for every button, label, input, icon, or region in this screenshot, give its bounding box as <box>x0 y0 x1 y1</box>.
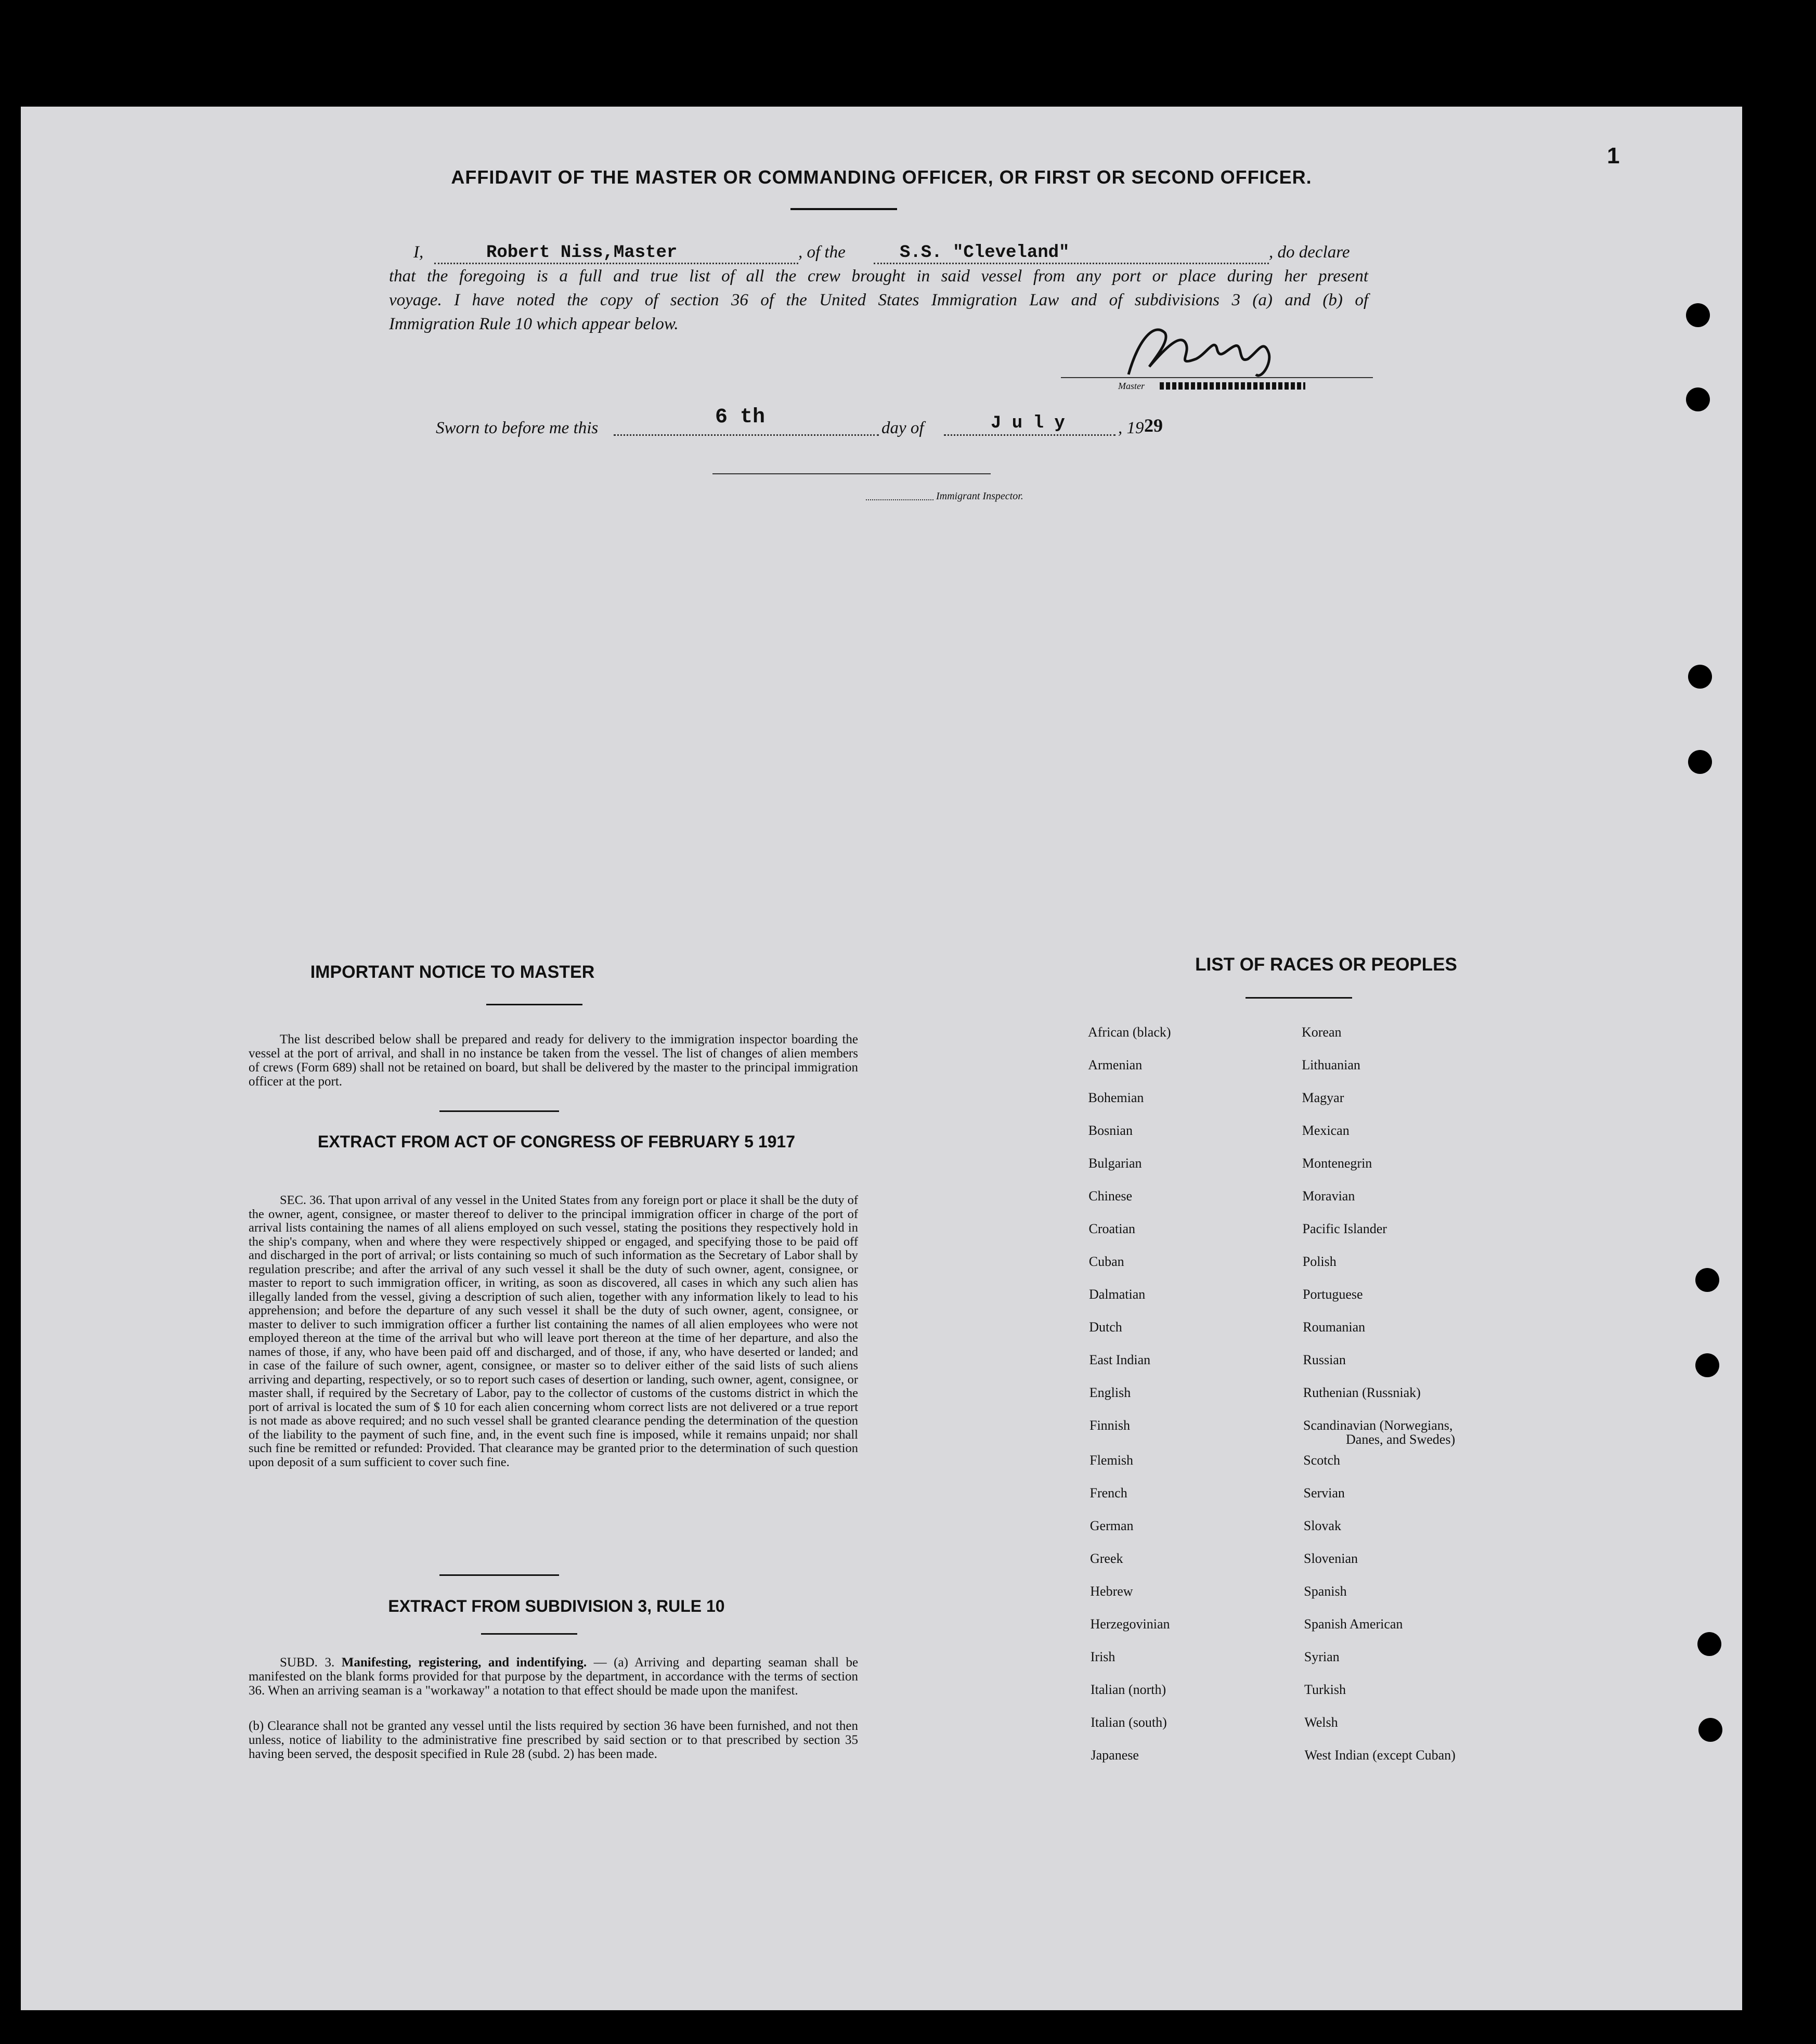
document-page <box>21 107 1742 2010</box>
race-item: Montenegrin <box>1302 1156 1372 1171</box>
race-item: Cuban <box>1088 1254 1124 1269</box>
affidavit-title: AFFIDAVIT OF THE MASTER OR COMMANDING OFFICER, OR FIRST OR SECOND OFFICER. <box>451 166 1312 188</box>
race-item: West Indian (except Cuban) <box>1304 1748 1456 1763</box>
race-item: Roumanian <box>1303 1319 1366 1335</box>
race-item: Welsh <box>1304 1715 1338 1730</box>
struck-out-titles <box>1160 382 1305 390</box>
subd-prefix: SUBD. 3. <box>280 1655 335 1670</box>
race-item: Slovak <box>1303 1518 1341 1533</box>
race-item: Syrian <box>1304 1649 1340 1664</box>
notice-text: The list described below shall be prepared and ready for delivery to the immigration inspector boarding the vessel at the port of arrival, and shall in no instance be taken from the vessel. The list of changes of alien members of crews (Form 689) shall not be retained on board, but shall be delivered by the master to the principal immigration officer at the port. <box>249 1032 858 1089</box>
race-item: Scandinavian (Norwegians, <box>1303 1418 1453 1433</box>
race-item: Polish <box>1302 1254 1337 1269</box>
race-item: Ruthenian (Russniak) <box>1303 1385 1421 1400</box>
race-item: Armenian <box>1088 1057 1143 1072</box>
inspector-label: Immigrant Inspector. <box>936 490 1023 502</box>
master-signature <box>1118 317 1316 385</box>
binder-hole <box>1698 1718 1722 1742</box>
race-item: Turkish <box>1304 1682 1346 1697</box>
race-item: Korean <box>1302 1025 1342 1040</box>
binder-hole <box>1686 387 1710 411</box>
rule-title-rule <box>481 1633 577 1635</box>
race-item: Italian (south) <box>1091 1715 1167 1730</box>
race-item: Japanese <box>1091 1748 1139 1763</box>
race-item: Dalmatian <box>1089 1287 1146 1302</box>
inspector-dotline <box>866 499 933 500</box>
binder-hole <box>1697 1632 1721 1656</box>
race-item: Flemish <box>1089 1453 1134 1468</box>
race-item: German <box>1089 1518 1134 1533</box>
rule-text-a <box>249 1655 858 1698</box>
race-item: Magyar <box>1302 1090 1344 1105</box>
binder-hole <box>1695 1353 1719 1377</box>
race-item: African (black) <box>1088 1025 1171 1040</box>
day-of-label: day of <box>881 419 924 437</box>
binder-hole <box>1695 1268 1719 1292</box>
day-line <box>614 434 879 436</box>
subd-heading: Manifesting, registering, and indentifying. <box>341 1655 587 1670</box>
race-item: Bulgarian <box>1088 1156 1142 1171</box>
race-item: Russian <box>1303 1352 1346 1367</box>
race-item: Scotch <box>1303 1453 1341 1468</box>
affidavit-i: I, <box>413 243 424 262</box>
act-title: EXTRACT FROM ACT OF CONGRESS OF FEBRUARY 5 1917 <box>317 1132 796 1151</box>
race-item: Lithuanian <box>1302 1057 1360 1072</box>
race-item: Greek <box>1090 1551 1123 1566</box>
act-text: SEC. 36. That upon arrival of any vessel in the United States from any foreign port or place it shall be the duty of the owner, agent, consignee, or master thereof to deliver to the principal immigration officer in charge of the port of arrival lists containing the names of all aliens employed on such vessel, stating the positions they respectively hold in the ship's company, when and where they were respectively shipped or engaged, and specifying those to be paid off and discharged in the port of arrival; or lists containing so much of such information as the Secretary of Labor shall by regulation prescribe; and after the arrival of any such vessel it shall be the duty of such owner, agent, consignee, or master to report to such immigration officer, in writing, as soon as discovered, all cases in which any such alien has illegally landed from the vessel, giving a description of such alien, together with any information likely to lead to his apprehension; and before the departure of any such vessel it shall be the duty of such owner, agent, consignee, or master to deliver to such immigration officer a further list containing the names of all alien employees who were not employed thereon at the time of the arrival but who will leave port thereon at the time of her departure, and also the names of those, if any, who have been paid off and discharged, and of those, if any, who have deserted or landed; and in case of the failure of such owner, agent, consignee, or master so to deliver either of the said lists of such aliens arriving and departing, respectively, or so to report such cases of desertion or landing, such owner, agent, consignee, or master shall, if required by the Secretary of Labor, pay to the collector of customs of the customs district in which the port of arrival is located the sum of $ 10 for each alien concerning whom correct lists are not delivered or a true report is not made as above required; and no such vessel shall be granted clearance pending the determination of the question of the liability to the payment of such fine, and, in the event such fine is imposed, while it remains unpaid; nor shall such fine be remitted or refunded: Provided. That clearance may be granted prior to the determination of such question upon deposit of a sum sufficient to cover such fine. <box>249 1193 858 1469</box>
race-item: Mexican <box>1302 1123 1350 1138</box>
year-prefix: , 19 <box>1118 419 1144 437</box>
master-label: Master <box>1118 381 1145 391</box>
affidavit-line-3: voyage. I have noted the copy of section 36 of the United States Immigration Law and of subdivisions 3 (a) and (b) of <box>389 291 1368 309</box>
race-item: Italian (north) <box>1091 1682 1166 1697</box>
race-item: Croatian <box>1088 1221 1136 1236</box>
race-item: Chinese <box>1088 1188 1133 1204</box>
year-field: 29 <box>1144 415 1163 436</box>
race-item: Herzegovinian <box>1090 1616 1170 1632</box>
act-end-rule <box>439 1574 559 1576</box>
month-field: J u l y <box>991 413 1065 433</box>
notice-rule <box>486 1004 582 1005</box>
race-item: Irish <box>1090 1649 1115 1664</box>
signature-line <box>1061 377 1373 378</box>
binder-hole <box>1688 750 1712 774</box>
notice-title: IMPORTANT NOTICE TO MASTER <box>310 962 595 982</box>
race-item: French <box>1089 1485 1127 1500</box>
month-line <box>944 434 1115 436</box>
race-item: Spanish <box>1304 1584 1347 1599</box>
races-rule <box>1246 997 1352 999</box>
races-title: LIST OF RACES OR PEOPLES <box>1195 954 1457 975</box>
rule-title: EXTRACT FROM SUBDIVISION 3, RULE 10 <box>388 1597 725 1615</box>
race-item: Bohemian <box>1088 1090 1144 1105</box>
vessel-line <box>874 263 1269 264</box>
affidavit-line-4: Immigration Rule 10 which appear below. <box>389 315 679 333</box>
race-scandinavian-continued: Danes, and Swedes) <box>1346 1432 1456 1447</box>
vessel-name-field: S.S. "Cleveland" <box>900 243 1070 263</box>
race-item: Finnish <box>1089 1418 1131 1433</box>
master-name-field: Robert Niss,Master <box>486 243 678 263</box>
name-line <box>434 263 798 264</box>
notice-end-rule <box>439 1110 559 1112</box>
race-item: Hebrew <box>1090 1584 1133 1599</box>
rule-text-b: (b) Clearance shall not be granted any vessel until the lists required by section 36 have been furnished, and not then unless, notice of liability to the administrative fine prescribed by said section or to that prescribed by section 35 having been served, the desposit specified in Rule 28 (subd. 2) has been made. <box>249 1719 858 1761</box>
binder-hole <box>1686 303 1710 327</box>
race-item: Moravian <box>1302 1188 1355 1204</box>
race-item: Dutch <box>1089 1319 1122 1335</box>
race-item: Servian <box>1303 1485 1345 1500</box>
sworn-label: Sworn to before me this <box>436 419 599 437</box>
binder-hole <box>1688 665 1712 689</box>
race-item: English <box>1089 1385 1131 1400</box>
race-item: Bosnian <box>1088 1123 1133 1138</box>
day-field: 6 th <box>715 406 766 429</box>
race-item: Spanish American <box>1304 1616 1403 1632</box>
affidavit-line-2: that the foregoing is a full and true list of all the crew brought in said vessel from any port or place during her present <box>389 267 1368 286</box>
subd-a-text: — (a) Arriving and departing seaman shall be manifested on the blank forms provided for that purpose by the department, in accordance with the terms of section 36. When an arriving seaman is a "workaway" a notation to that effect should be made upon the manifest. <box>249 1655 859 1698</box>
do-declare-label: , do declare <box>1269 243 1350 262</box>
title-rule <box>790 208 897 210</box>
inspector-signature-line <box>712 473 991 474</box>
page-number-marker: 1 <box>1607 143 1620 169</box>
race-item: East Indian <box>1089 1352 1151 1367</box>
of-the-label: , of the <box>798 243 846 262</box>
race-item: Portuguese <box>1303 1287 1363 1302</box>
race-item: Pacific Islander <box>1302 1221 1387 1236</box>
race-item: Slovenian <box>1304 1551 1358 1566</box>
